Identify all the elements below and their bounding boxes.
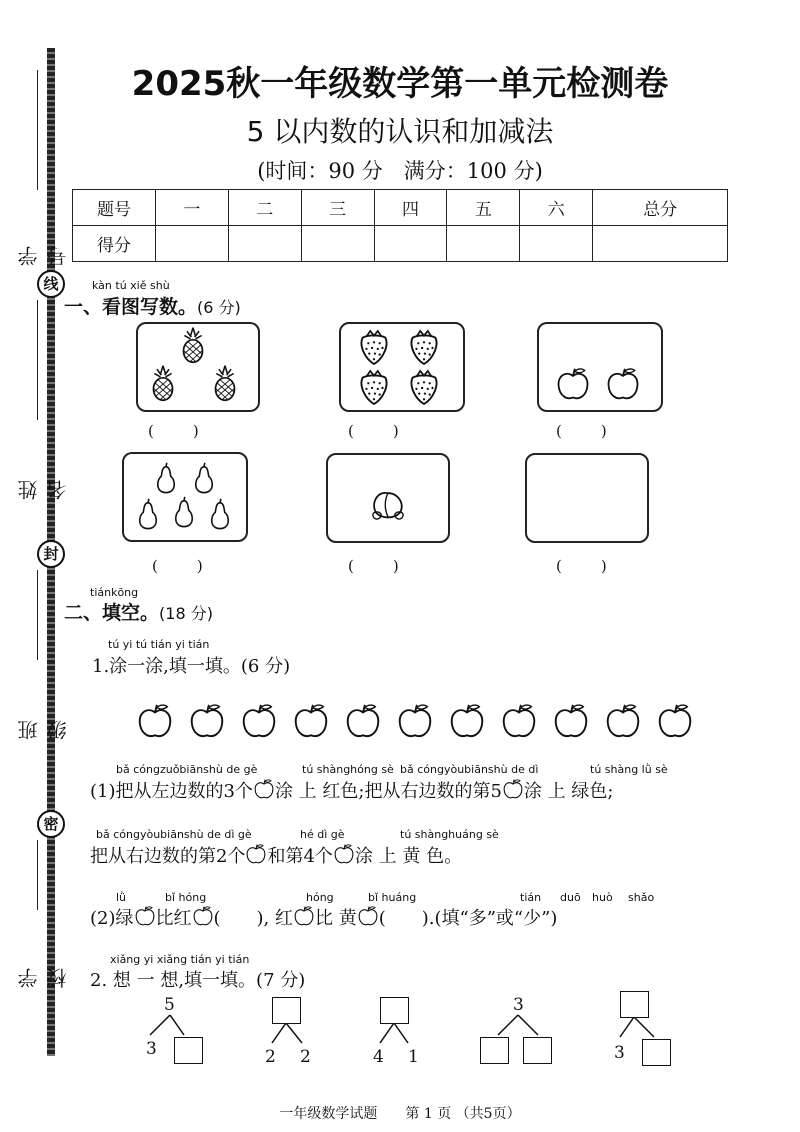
answer-blank-1[interactable]: ( ) — [148, 422, 202, 440]
line2-pinyin-b: hé dì gè — [300, 828, 345, 841]
score-cell[interactable] — [374, 226, 447, 262]
apple-icon[interactable] — [452, 705, 483, 736]
score-cell[interactable] — [520, 226, 593, 262]
score-cell[interactable] — [593, 226, 728, 262]
bond3-top-box[interactable] — [380, 997, 409, 1024]
q1-line3-b: 比红 — [155, 908, 192, 929]
apple-icon[interactable] — [556, 705, 587, 736]
picture-box-apple — [537, 322, 663, 412]
score-header-cell: 一 — [156, 190, 229, 226]
apple-icon[interactable] — [608, 705, 639, 736]
seal-line: 线 — [37, 270, 65, 298]
seal-fold: 封 — [37, 540, 65, 568]
bond2-right: 2 — [300, 1047, 311, 1067]
score-row-label: 得分 — [73, 226, 156, 262]
score-cell[interactable] — [447, 226, 520, 262]
line2-pinyin-a: bǎ cóngyòubiānshù de dì gè — [96, 828, 252, 841]
picture-box-strawberry — [339, 322, 465, 412]
apple-icon — [134, 905, 156, 927]
bond2-branches — [262, 1023, 322, 1047]
picture-box-pineapple — [136, 322, 260, 412]
page-subtitle: 5 以内数的认识和加减法 — [246, 115, 554, 148]
apple-icon[interactable] — [348, 705, 379, 736]
q1-line3-d: 比 黄 — [315, 908, 357, 929]
line2-pinyin-c: tú shànghuáng sè — [400, 828, 499, 841]
q1-line1-c: 涂 上 绿色; — [523, 781, 614, 802]
number-bond-4 — [478, 995, 558, 1067]
answer-blank-2[interactable]: ( ) — [348, 422, 402, 440]
line3-pinyin-2: hóng — [306, 891, 334, 904]
score-header-cell: 四 — [374, 190, 447, 226]
apple-icon[interactable] — [504, 705, 535, 736]
apple-icon[interactable] — [400, 705, 431, 736]
apple-icon[interactable] — [140, 705, 171, 736]
seal-secret: 密 — [37, 810, 65, 838]
score-table-score-row — [73, 226, 728, 262]
line3-pinyin-6: huò — [592, 891, 613, 904]
page-title: 2025秋一年级数学第一单元检测卷 — [131, 64, 669, 104]
apple-icon — [253, 778, 275, 800]
score-header-cell: 题号 — [73, 190, 156, 226]
number-bond-3 — [368, 997, 428, 1069]
q1-pinyin: tú yi tú tián yi tián — [108, 638, 210, 651]
score-cell[interactable] — [156, 226, 229, 262]
section2-title — [64, 598, 213, 625]
q1-label: 1.涂一涂,填一填。(6 分) — [92, 656, 291, 677]
bond3-right: 1 — [408, 1047, 419, 1067]
score-header-cell: 三 — [301, 190, 374, 226]
apple-icon — [192, 905, 214, 927]
section1-title — [64, 292, 241, 319]
score-header-cell: 六 — [520, 190, 593, 226]
apple-icon — [357, 905, 379, 927]
number-bond-5 — [610, 991, 680, 1067]
score-header-cell: 二 — [228, 190, 301, 226]
section1-points: (6 分) — [197, 298, 241, 317]
q1-line3-a: (2)绿 — [90, 908, 134, 929]
page-footer: 一年级数学试题 第 1 页 （共5页） — [279, 1106, 521, 1122]
apple-icon — [245, 843, 267, 865]
name-label: 姓 名 — [17, 470, 70, 500]
q1-line1-b: 涂 上 红色;把从右边数的第5 — [274, 781, 502, 802]
exam-info: (时间：90 分 满分：100 分) — [257, 159, 543, 183]
answer-blank-3[interactable]: ( ) — [556, 422, 610, 440]
bond5-left: 3 — [614, 1043, 625, 1063]
apple-icon — [539, 324, 661, 410]
section1-pinyin: kàn tú xiě shù — [92, 279, 170, 292]
number-bond-2 — [262, 997, 322, 1069]
q1-line2-c: 涂 上 黄 色。 — [354, 846, 463, 867]
pineapple-icon — [138, 324, 258, 410]
section2-title-text: 二、填空。 — [64, 602, 160, 624]
q1-line2-b: 和第4个 — [267, 846, 333, 867]
line1-pinyin-d: tú shàng lǜ sè — [590, 763, 668, 776]
section2-points: (18 分) — [159, 604, 213, 623]
bond5-branches — [610, 1017, 680, 1041]
q1-line3-c: ( ), 红 — [213, 908, 293, 929]
bond1-left: 3 — [146, 1039, 157, 1059]
bond2-top-box[interactable] — [272, 997, 301, 1024]
section2-pinyin: tiánkōng — [90, 586, 139, 599]
answer-blank-4[interactable]: ( ) — [152, 557, 206, 575]
bond1-top: 5 — [164, 995, 175, 1015]
q2-label: 2. 想 一 想,填一填。(7 分) — [90, 970, 306, 991]
line1-pinyin-a: bǎ cóngzuǒbiānshù de gè — [116, 763, 258, 776]
q2-pinyin: xiǎng yi xiǎng tián yi tián — [110, 953, 250, 966]
bond5-top-box[interactable] — [620, 991, 649, 1018]
apple-icon — [293, 905, 315, 927]
line3-pinyin-3: bǐ huáng — [368, 891, 417, 904]
q1-line1 — [90, 777, 613, 803]
apple-icon[interactable] — [296, 705, 327, 736]
answer-blank-5[interactable]: ( ) — [348, 557, 402, 575]
score-header-cell: 总分 — [593, 190, 728, 226]
apple-icon[interactable] — [192, 705, 223, 736]
score-cell[interactable] — [228, 226, 301, 262]
bond1-right-box[interactable] — [174, 1037, 203, 1064]
apple-icon — [502, 778, 524, 800]
apple-icon[interactable] — [244, 705, 275, 736]
line3-pinyin-7: shǎo — [628, 891, 655, 904]
name-line — [37, 300, 38, 420]
line3-pinyin-4: tián — [520, 891, 542, 904]
line3-pinyin-5: duō — [560, 891, 581, 904]
bond3-branches — [368, 1023, 428, 1047]
school-label: 学 校 — [17, 958, 70, 988]
q1-line1-a: (1)把从左边数的3个 — [90, 781, 253, 802]
bond3-left: 4 — [373, 1047, 384, 1067]
class-line — [37, 570, 38, 660]
score-cell[interactable] — [301, 226, 374, 262]
line3-pinyin-0: lǜ — [116, 891, 127, 904]
bond5-right-box[interactable] — [642, 1039, 671, 1066]
class-label: 班 级 — [17, 710, 70, 740]
bond4-left-box[interactable] — [480, 1037, 509, 1064]
q1-line3 — [90, 904, 557, 930]
number-bond-1 — [140, 995, 220, 1067]
picture-box-pear — [122, 452, 248, 542]
line1-pinyin-b: tú shànghóng sè — [302, 763, 394, 776]
school-line — [37, 840, 38, 910]
score-table-header-row — [73, 190, 728, 226]
apple-icon — [333, 843, 355, 865]
line1-pinyin-c: bǎ cóngyòubiānshù de dì — [400, 763, 539, 776]
picture-box-peach — [326, 453, 450, 543]
strawberry-icon — [341, 324, 463, 410]
picture-box-empty — [525, 453, 649, 543]
answer-blank-6[interactable]: ( ) — [556, 557, 610, 575]
apple-icon[interactable] — [660, 705, 691, 736]
bond2-left: 2 — [265, 1047, 276, 1067]
student-id-label: 学 号 — [17, 236, 70, 266]
q1-line3-e: ( ).(填“多”或“少”) — [378, 908, 558, 929]
score-table — [72, 189, 728, 262]
peach-icon — [328, 455, 448, 541]
bond4-top: 3 — [513, 995, 524, 1015]
q1-line2-a: 把从右边数的第2个 — [90, 846, 246, 867]
pear-icon — [124, 454, 246, 540]
apple-row — [134, 700, 704, 742]
bond4-right-box[interactable] — [523, 1037, 552, 1064]
section1-title-text: 一、看图写数。 — [64, 296, 198, 318]
score-header-cell: 五 — [447, 190, 520, 226]
line3-pinyin-1: bǐ hóng — [165, 891, 207, 904]
q1-line2 — [90, 842, 462, 868]
